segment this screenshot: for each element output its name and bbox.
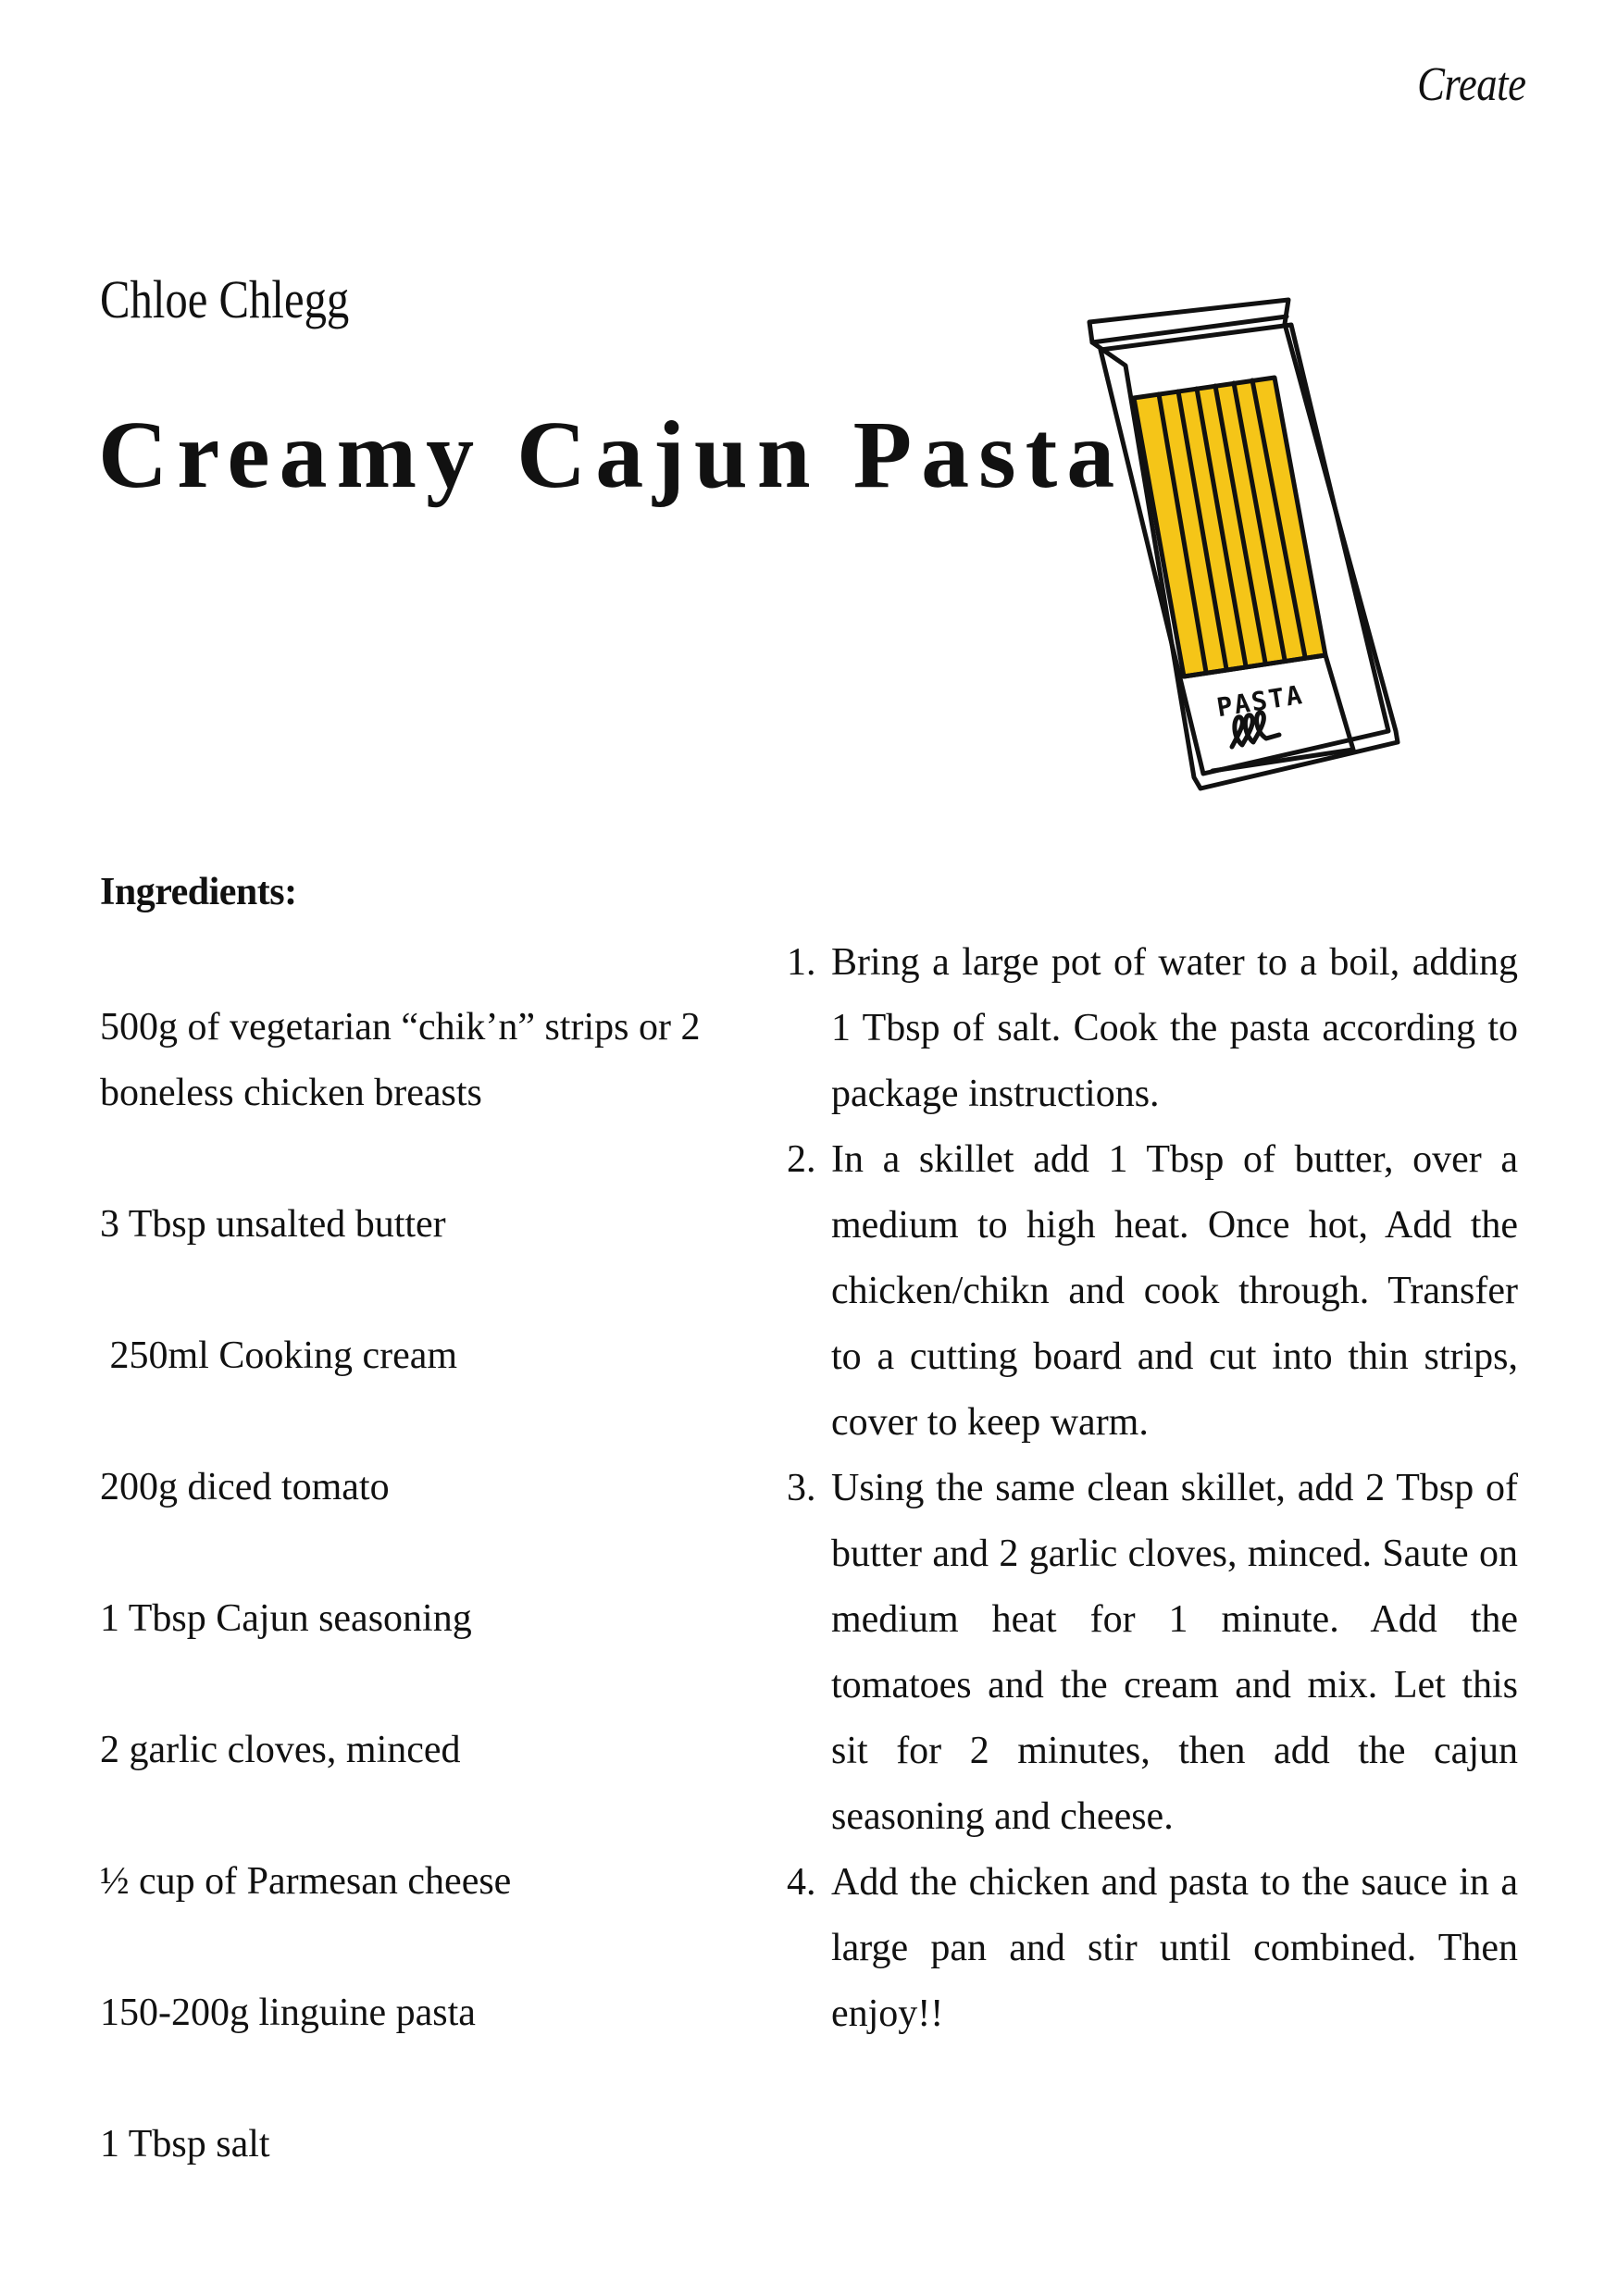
- ingredient-item: 1 Tbsp salt: [100, 2123, 270, 2166]
- ingredient-item: 250ml Cooking cream: [100, 1334, 458, 1377]
- ingredient-item: ½ cup of Parmesan cheese: [100, 1860, 512, 1903]
- method-step: [787, 1127, 1518, 1456]
- recipe-title: Creamy Cajun Pasta: [98, 402, 1125, 508]
- step-text: Using the same clean skillet, add 2 Tbsp of butter and 2 garlic cloves, minced. Saute on medium heat for 1 minute. Add the tomatoes and the cream and mix. Let this sit for 2 minutes, then add the cajun seasoning and cheese.: [831, 1467, 1518, 1838]
- ingredient-item: 2 garlic cloves, minced: [100, 1729, 461, 1771]
- step-number: 1.: [787, 941, 816, 984]
- method-step: [787, 930, 1518, 1127]
- step-number: 3.: [787, 1467, 816, 1509]
- step-text: Bring a large pot of water to a boil, adding 1 Tbsp of salt. Cook the pasta according to package instructions.: [831, 941, 1518, 1115]
- ingredient-item: 150-200g linguine pasta: [100, 1992, 476, 2034]
- method-step: [787, 1850, 1518, 2047]
- step-number: 4.: [787, 1861, 816, 1904]
- ingredient-item: 1 Tbsp Cajun seasoning: [100, 1597, 472, 1640]
- section-label: Create: [1417, 58, 1526, 111]
- step-text: In a skillet add 1 Tbsp of butter, over a medium to high heat. Once hot, Add the chicken/chikn and cook through. Transfer to a cutting board and cut into thin strips, cover to keep warm.: [831, 1138, 1518, 1444]
- recipe-author: Chloe Chlegg: [100, 269, 350, 329]
- pasta-packet-illustration: [1083, 296, 1435, 814]
- method-steps: [787, 930, 1518, 2047]
- ingredients-heading: Ingredients:: [100, 871, 297, 913]
- ingredient-item: 200g diced tomato: [100, 1466, 390, 1508]
- packet-label: PASTA: [1214, 678, 1306, 724]
- step-number: 2.: [787, 1138, 816, 1181]
- ingredients-list: [100, 995, 766, 2178]
- step-text: Add the chicken and pasta to the sauce in a large pan and stir until combined. Then enjoy!!: [831, 1861, 1518, 2035]
- method-step: [787, 1456, 1518, 1850]
- ingredient-item: 500g of vegetarian “chik’n” strips or 2 boneless chicken breasts: [100, 1006, 701, 1114]
- ingredient-item: 3 Tbsp unsalted butter: [100, 1203, 446, 1246]
- pasta-packet-icon: [1083, 296, 1435, 814]
